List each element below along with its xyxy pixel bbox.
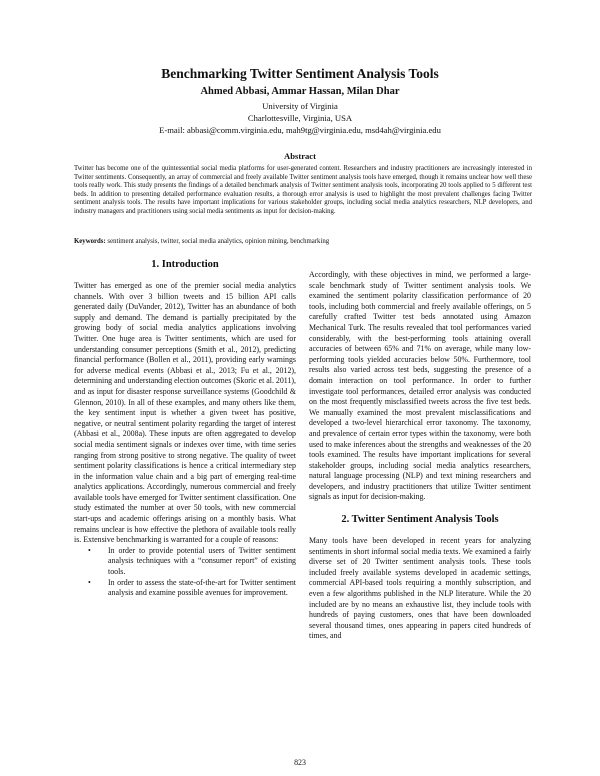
section-1-paragraph: Twitter has emerged as one of the premier social media analytics channels. With over 3 billion tweets and 15 billion API calls generated daily (DuVander, 2012), Twitter has an abundance of both supply and demand. The demand is partially precipitated by the growing body of social media analytics applications involving Twitter. One huge area is Twitter sentiments, which are used for understanding consumer perceptions (Smith et al., 2012), predicting financial performance (Bollen et al., 2011), providing early warnings for adverse medical events (Abbasi et al., 2013; Fu et al., 2012), determining and understanding election outcomes (Skoric et al. 2011), and as input for disaster response surveillance systems (Goodchild & Glennon, 2010). In all of these examples, and many others like them, the key sentiment input is whether a given tweet has positive, negative, or neutral sentiment polarity regarding the target of interest (Abbasi et al., 2008a). These inputs are often aggregated to develop social media sentiment signals or indexes over time, with time series ranging from strong positive to strong negative. The quality of tweet sentiment polarity classifications is hence a critical intermediary step in the information value chain and a big part of emerging real-time analytics applications. Accordingly, numerous commercial and freely available tools have emerged for Twitter sentiment classification. One study estimated the number at over 50 tools, with new commercial start-ups and academic offerings arising on a monthly basis. What remains unclear is how effective the plethora of available tools really is. Extensive benchmarking is warranted for a couple of reasons:: [74, 281, 296, 545]
abstract-text: Twitter has become one of the quintessential social media platforms for user-generated content. Researchers and industry practitioners are increasingly interested in Twitter sentiments. Consequently, an array of commercial and freely available Twitter sentiment analysis tools have emerged, though it remains unclear how well these tools really work. This study presents the findings of a detailed benchmark analysis of Twitter sentiment analysis tools, incorporating 20 tools applied to 5 different test beds. In addition to presenting detailed performance evaluation results, a thorough error analysis is used to highlight the most prevalent challenges facing Twitter sentiment analysis tools. The results have important implications for various stakeholder groups, including social media analytics researchers, NLP developers, and industry managers and practitioners using social media sentiments as input for decision-making.: [74, 165, 532, 215]
paper-authors: Ahmed Abbasi, Ammar Hassan, Milan Dhar: [200, 86, 400, 97]
section-1-paragraph-2: Accordingly, with these objectives in mind, we performed a large-scale benchmark study of Twitter sentiment analysis tools. We examined the sentiment polarity classification performance of 20 tools, including both commercial and freely available offerings, on 5 carefully crafted Twitter test beds annotated using Amazon Mechanical Turk. The results revealed that tool performances varied considerably, with the best-performing tools attaining overall accuracies of between 65% and 71% on average, while many low-performing tools yielded accuracies below 50%. Furthermore, tool results also varied across test beds, suggesting the presence of a domain interaction on tool performance. In order to further investigate tool performances, detailed error analysis was conducted on the most frequently misclassified tweets across the five test beds. We manually examined the most prevalent misclassifications and developed a two-level hierarchical error taxonomy. The taxonomy, and prevalence of certain error types within the taxonomy, were both used to make inferences about the strengths and weaknesses of the 20 tools examined. The results have important implications for several stakeholder groups, including social media analytics researchers, natural language processing (NLP) and text mining researchers and developers, and industry practitioners that utilize Twitter sentiment signals as input for decision-making.: [309, 270, 531, 502]
section-2-heading: 2. Twitter Sentiment Analysis Tools: [341, 514, 499, 526]
reasons-list: [74, 546, 296, 599]
list-item: • In order to provide potential users of Twitter sentiment analysis techniques with a “consumer report” of existing tools.: [74, 546, 296, 578]
page-number: 823: [294, 758, 306, 767]
location: Charlottesville, Virginia, USA: [247, 113, 353, 123]
keywords: [74, 238, 532, 247]
list-item: • In order to assess the state-of-the-art for Twitter sentiment analysis and examine possible avenues for improvement.: [74, 578, 296, 599]
paper-title: Benchmarking Twitter Sentiment Analysis Tools: [161, 66, 439, 81]
right-column: [309, 270, 531, 642]
section-2-paragraph: Many tools have been developed in recent years for analyzing sentiments in short informal social media texts. We examined a fairly diverse set of 20 Twitter sentiment analysis tools. These tools included freely available systems developed in academic settings, commercial API-based tools requiring a monthly subscription, and even a few algorithms published in the NLP literature. While the 20 included are by no means an exhaustive list, they include tools with hundreds of paying customers, ones that have been downloaded several thousand times, ones appearing in papers cited hundreds of times, and: [309, 536, 531, 641]
section-1-heading: 1. Introduction: [151, 259, 219, 270]
affiliation: University of Virginia: [262, 101, 338, 111]
email-line: E-mail: abbasi@comm.virginia.edu, mah9tg@virginia.edu, msd4ah@virginia.edu: [159, 125, 441, 135]
keywords-label: Keywords:: [74, 238, 106, 245]
keywords-list: sentiment analysis, twitter, social media analytics, opinion mining, benchmarking: [107, 238, 330, 245]
left-column: [74, 259, 296, 599]
abstract-heading: Abstract: [284, 151, 316, 161]
